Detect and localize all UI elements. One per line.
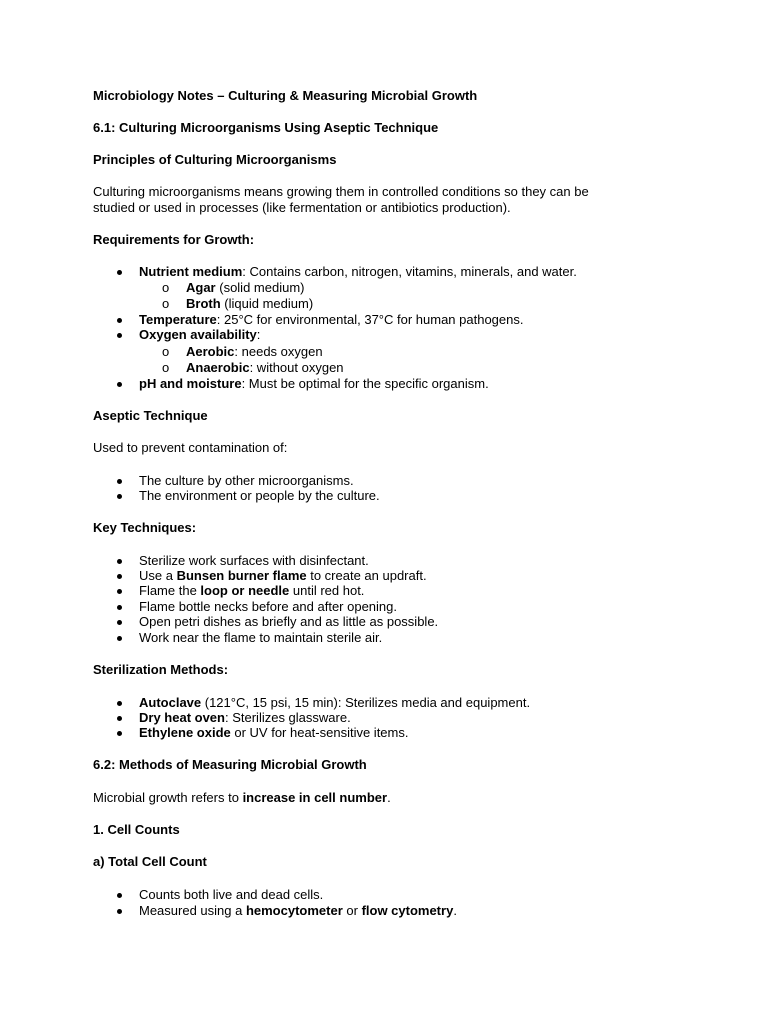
oxygen-label: Oxygen availability xyxy=(139,327,257,342)
sub-bullet-icon: o xyxy=(162,360,170,375)
sterilization-heading: Sterilization Methods: xyxy=(93,662,229,677)
growth-intro xyxy=(93,790,391,806)
bullet-icon xyxy=(117,909,122,914)
oxygen-text: : xyxy=(256,327,261,342)
text-run: or UV for heat-sensitive items. xyxy=(230,725,409,740)
text-run: to create an updraft. xyxy=(306,568,427,583)
sub-bullet-icon: o xyxy=(162,296,170,311)
nutrient-label: Nutrient medium xyxy=(139,264,243,279)
bullet-icon xyxy=(117,270,122,275)
total-cell-count-heading: a) Total Cell Count xyxy=(93,854,207,869)
list-item: Flame bottle necks before and after opening. xyxy=(139,599,397,614)
list-item-oxygen xyxy=(139,327,260,343)
bullet-icon xyxy=(117,731,122,736)
cell-counts-heading: 1. Cell Counts xyxy=(93,822,180,837)
list-item-agar xyxy=(186,280,304,296)
text-run: (121°C, 15 psi, 15 min): Sterilizes media and equipment. xyxy=(201,695,531,710)
bold-run: hemocytometer xyxy=(245,903,343,918)
bullet-icon xyxy=(117,574,122,579)
list-item: The environment or people by the culture. xyxy=(139,488,380,503)
principles-paragraph-line2: studied or used in processes (like fermentation or antibiotics production). xyxy=(93,200,511,215)
bold-run: loop or needle xyxy=(200,583,290,598)
bullet-icon xyxy=(117,701,122,706)
ph-label: pH and moisture xyxy=(139,376,242,391)
text-run: Flame the xyxy=(139,583,201,598)
sub-bullet-icon: o xyxy=(162,280,170,295)
bullet-icon xyxy=(117,716,122,721)
aerobic-text: : needs oxygen xyxy=(234,344,323,359)
list-item-dry-heat xyxy=(139,710,351,726)
text-run: Microbial growth refers to xyxy=(93,790,243,805)
bullet-icon xyxy=(117,893,122,898)
list-item xyxy=(139,583,364,599)
bold-run: Ethylene oxide xyxy=(139,725,231,740)
temperature-label: Temperature xyxy=(139,312,217,327)
list-item-aerobic xyxy=(186,344,323,360)
list-item-temperature xyxy=(139,312,523,328)
broth-label: Broth xyxy=(186,296,221,311)
aseptic-intro: Used to prevent contamination of: xyxy=(93,440,288,455)
sub-bullet-icon: o xyxy=(162,344,170,359)
list-item: Sterilize work surfaces with disinfectant. xyxy=(139,553,369,568)
list-item-broth xyxy=(186,296,313,312)
bold-run: flow cytometry xyxy=(361,903,454,918)
anaerobic-label: Anaerobic xyxy=(186,360,250,375)
nutrient-text: : Contains carbon, nitrogen, vitamins, minerals, and water. xyxy=(242,264,577,279)
agar-label: Agar xyxy=(186,280,216,295)
temperature-text: : 25°C for environmental, 37°C for human pathogens. xyxy=(216,312,524,327)
bullet-icon xyxy=(117,382,122,387)
list-item-anaerobic xyxy=(186,360,344,376)
bold-run: increase in cell number xyxy=(242,790,388,805)
principles-paragraph-line1: Culturing microorganisms means growing them in controlled conditions so they can be xyxy=(93,184,589,199)
text-run: Measured using a xyxy=(139,903,246,918)
list-item: Open petri dishes as briefly and as little as possible. xyxy=(139,614,439,629)
bullet-icon xyxy=(117,589,122,594)
list-item xyxy=(139,903,457,919)
principles-heading: Principles of Culturing Microorganisms xyxy=(93,152,337,167)
section-6-1-heading: 6.1: Culturing Microorganisms Using Aseptic Technique xyxy=(93,120,439,135)
bold-run: Autoclave xyxy=(139,695,202,710)
broth-text: (liquid medium) xyxy=(220,296,314,311)
bullet-icon xyxy=(117,333,122,338)
list-item-autoclave xyxy=(139,695,530,711)
bold-run: Dry heat oven xyxy=(139,710,225,725)
list-item-nutrient xyxy=(139,264,577,280)
list-item xyxy=(139,568,427,584)
bullet-icon xyxy=(117,636,122,641)
text-run: until red hot. xyxy=(289,583,365,598)
anaerobic-text: : without oxygen xyxy=(249,360,344,375)
list-item: The culture by other microorganisms. xyxy=(139,473,354,488)
bullet-icon xyxy=(117,494,122,499)
aerobic-label: Aerobic xyxy=(186,344,235,359)
text-run: Use a xyxy=(139,568,177,583)
list-item: Work near the flame to maintain sterile air. xyxy=(139,630,383,645)
text-run: : Sterilizes glassware. xyxy=(224,710,351,725)
agar-text: (solid medium) xyxy=(215,280,305,295)
list-item-ethylene xyxy=(139,725,408,741)
section-6-2-heading: 6.2: Methods of Measuring Microbial Growth xyxy=(93,757,367,772)
bold-run: Bunsen burner flame xyxy=(176,568,307,583)
bullet-icon xyxy=(117,559,122,564)
list-item-ph xyxy=(139,376,489,392)
aseptic-heading: Aseptic Technique xyxy=(93,408,208,423)
bullet-icon xyxy=(117,479,122,484)
bullet-icon xyxy=(117,605,122,610)
ph-text: : Must be optimal for the specific organism. xyxy=(241,376,489,391)
key-techniques-heading: Key Techniques: xyxy=(93,520,197,535)
text-run: . xyxy=(453,903,457,918)
document-title: Microbiology Notes – Culturing & Measuring Microbial Growth xyxy=(93,88,478,103)
text-run: . xyxy=(387,790,391,805)
list-item: Counts both live and dead cells. xyxy=(139,887,324,902)
bullet-icon xyxy=(117,620,122,625)
bullet-icon xyxy=(117,318,122,323)
requirements-heading: Requirements for Growth: xyxy=(93,232,255,247)
text-run: or xyxy=(342,903,362,918)
